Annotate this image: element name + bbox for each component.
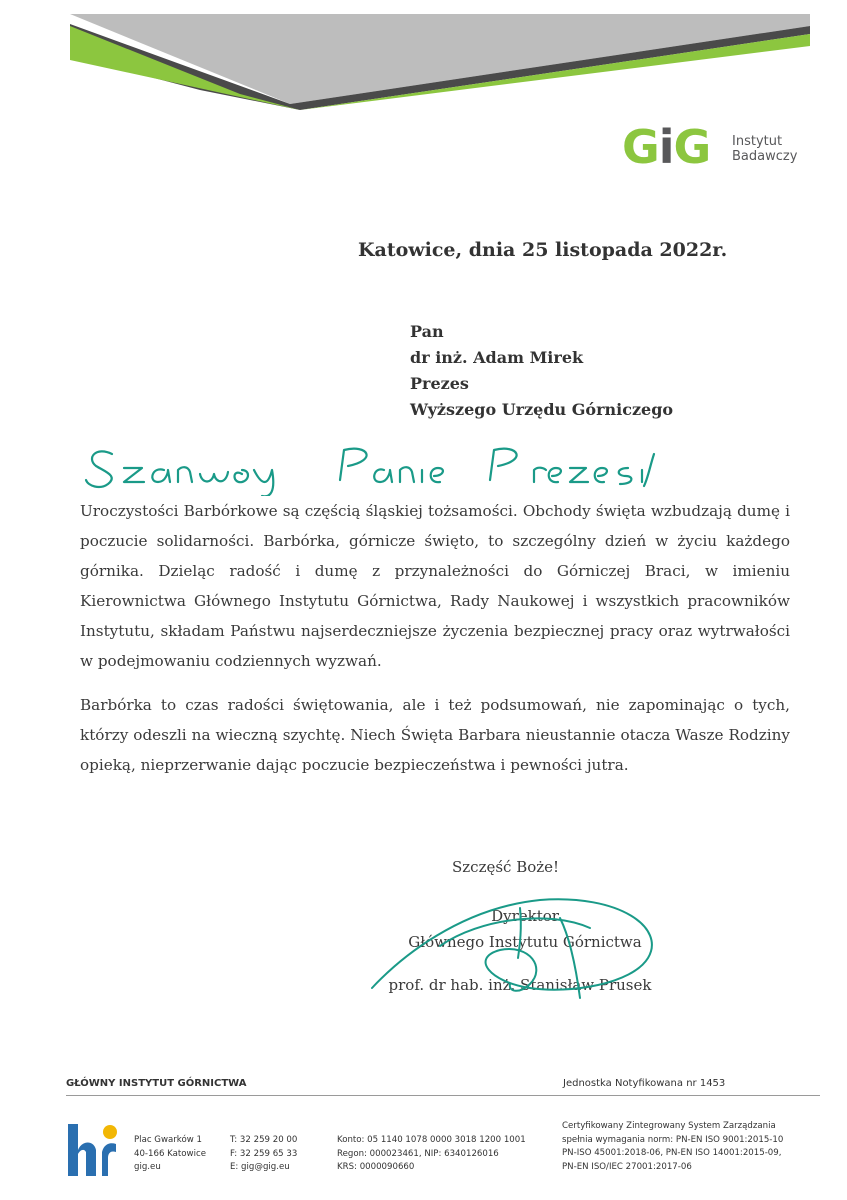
bank-account: Konto: 05 1140 1078 0000 3018 1200 1001 [337, 1135, 526, 1145]
letter-date: Katowice, dnia 25 listopada 2022r. [358, 239, 728, 261]
certification-line: PN-ISO 45001:2018-06, PN-EN ISO 14001:2015-09, [562, 1148, 782, 1158]
footer-divider [66, 1095, 820, 1096]
body-paragraph: Barbórka to czas radości świętowania, ale i też podsumowań, nie zapominając o tych, którzy odeszli na wieczną szychtę. Niech Święta Barbara nieustannie otacza Wasze Rodziny opieką, nieprzerwanie dając poczucie bezpieczeństwa i pewności jutra. [80, 696, 790, 774]
address-line: 40-166 Katowice [134, 1148, 206, 1159]
signer-institution: Głównego Instytutu Górnictwa [408, 933, 642, 951]
email-link[interactable]: E: gig@gig.eu [230, 1162, 290, 1172]
logo-line-2: Badawczy [732, 149, 798, 164]
address-line: Plac Gwarków 1 [134, 1135, 202, 1145]
gig-logo-mark: GiG [622, 120, 711, 174]
website-link[interactable]: gig.eu [134, 1162, 161, 1172]
signer-name: prof. dr hab. inż. Stanisław Prusek [388, 976, 652, 994]
addressee-line: dr inż. Adam Mirek [410, 348, 584, 367]
certification-line: spełnia wymagania norm: PN-EN ISO 9001:2015-10 [562, 1134, 784, 1145]
logo-line-1: Instytut [732, 134, 783, 149]
gig-logo-text [732, 134, 797, 164]
body-paragraph: Uroczystości Barbórkowe są częścią śląskiej tożsamości. Obchody święta wzbudzają dumę i poczucie solidarności. Barbórka, górnicze święto, to szczególny dzień w życiu każdego górnika. Dzieląc radość i dumę z przynależności do Górniczej Braci, w imieniu Kierownictwa Głównego Instytutu Górnictwa, Rady Naukowej i wszystkich pracowników Instytutu, składam Państwu najserdeczniejsze życzenia bezpiecznej pracy oraz wytrwałości w podejmowaniu codziennych wyzwań. [80, 502, 790, 670]
addressee-line: Pan [410, 322, 444, 341]
footer-contact [230, 1134, 297, 1175]
fax-number: F: 32 259 65 33 [230, 1148, 298, 1159]
footer-notified-body: Jednostka Notyfikowana nr 1453 [563, 1078, 726, 1089]
header-banner-graphic [0, 0, 847, 130]
krs-number: KRS: 0000090660 [337, 1162, 415, 1172]
addressee-line: Wyższego Urzędu Górniczego [410, 400, 674, 419]
regon-nip: Regon: 000023461, NIP: 6340126016 [337, 1148, 499, 1159]
hr-excellence-logo [64, 1120, 120, 1178]
addressee-block [410, 319, 673, 423]
footer-org-name: GŁÓWNY INSTYTUT GÓRNICTWA [66, 1078, 247, 1089]
letter-body [80, 496, 790, 794]
certification-line: Certyfikowany Zintegrowany System Zarządzania [562, 1121, 776, 1131]
footer-certification [562, 1120, 783, 1174]
addressee-line: Prezes [410, 374, 469, 393]
handwritten-signature [370, 888, 670, 1008]
phone-number: T: 32 259 20 00 [230, 1135, 298, 1145]
footer-registry [337, 1134, 526, 1175]
certification-line: PN-EN ISO/IEC 27001:2017-06 [562, 1161, 692, 1172]
closing-greeting: Szczęść Boże! [452, 858, 560, 876]
handwritten-salutation [82, 436, 662, 496]
footer-address [134, 1134, 206, 1175]
signer-title: Dyrektor [491, 907, 559, 925]
